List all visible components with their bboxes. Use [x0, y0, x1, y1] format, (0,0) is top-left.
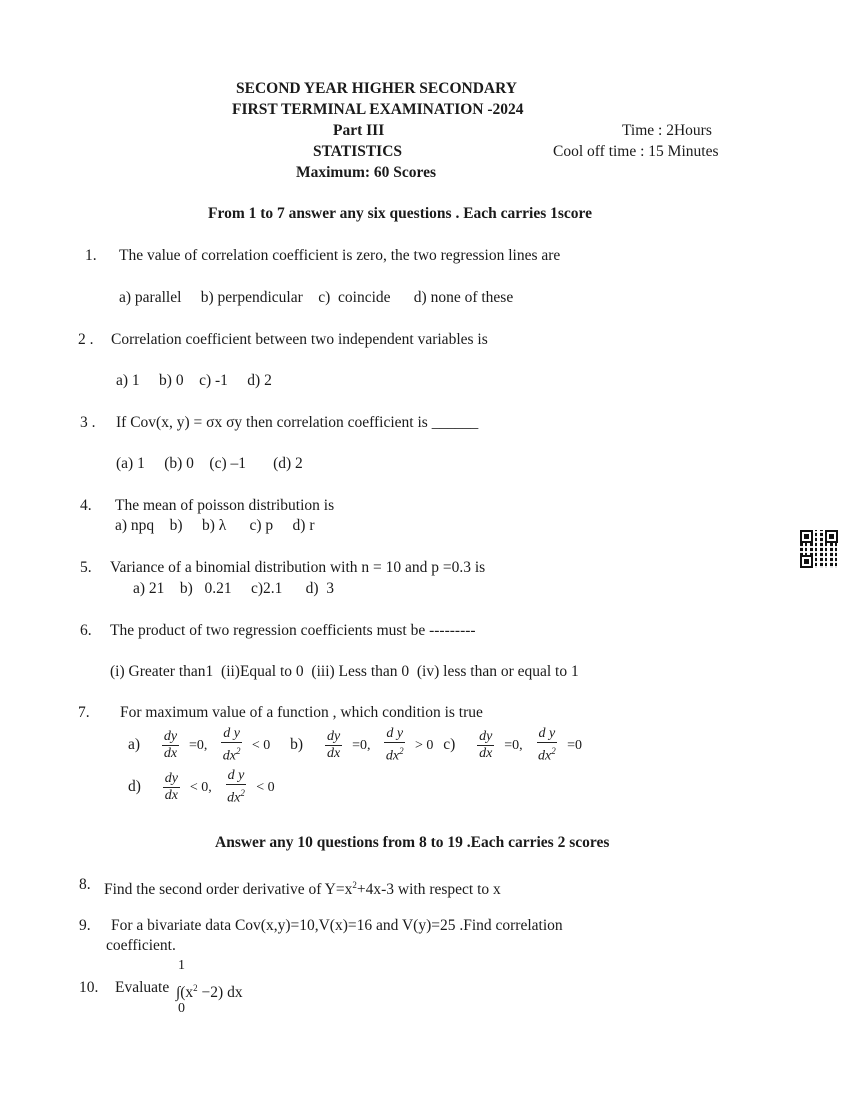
fraction-d2y-dx2: $\frac{\text{d y}}{dx^2}$: [385, 726, 404, 764]
fraction-dy-dx: $\frac{dy}{dx}$: [164, 770, 179, 803]
question-options: a) 21 b) 0.21 c)2.1 d) 3: [133, 580, 335, 597]
question-text: If Cov(x, y) = σx σy then correlation coefficient is ______: [116, 414, 479, 431]
question-options: (i) Greater than1 (ii)Equal to 0 (iii) Less than 0 (iv) less than or equal to 1: [110, 663, 579, 680]
fraction-dy-dx: $\frac{dy}{dx}$: [479, 728, 493, 761]
question-options: a) npq b) b) λ c) p d) r: [115, 517, 315, 534]
part-label: Part III: [333, 122, 385, 139]
header-line2: FIRST TERMINAL EXAMINATION -2024: [232, 101, 524, 118]
header-line1: SECOND YEAR HIGHER SECONDARY: [236, 80, 517, 97]
question-number: 3 .: [80, 414, 96, 431]
question-number: 8.: [79, 876, 91, 893]
question-number: 4.: [80, 497, 92, 514]
integral-expression: $\int(x^2 -2)$ dx: [176, 983, 243, 1002]
question-number: 9.: [79, 917, 91, 934]
question-number: 6.: [80, 622, 92, 639]
question-options: (a) 1 (b) 0 (c) –1 (d) 2: [116, 455, 303, 472]
fraction-d2y-dx2: $\frac{\text{d y}}{dx^2}$: [222, 726, 241, 764]
question-number: 5.: [80, 559, 92, 576]
question-text: The value of correlation coefficient is zero, the two regression lines are: [119, 247, 561, 264]
option-label: b): [290, 736, 304, 753]
question-number: 10.: [79, 979, 99, 996]
option-label: a): [128, 736, 141, 753]
question-number: 7.: [78, 704, 90, 721]
question-number: 1.: [85, 247, 97, 264]
option-label: c): [443, 736, 456, 753]
question-text: For maximum value of a function , which condition is true: [120, 704, 483, 721]
question-options: a) 1 b) 0 c) -1 d) 2: [116, 372, 272, 389]
option-label: d): [128, 778, 141, 795]
question-text: Evaluate: [115, 979, 170, 996]
max-scores: Maximum: 60 Scores: [296, 164, 437, 181]
fraction-dy-dx: $\frac{dy}{dx}$: [326, 728, 341, 761]
option-row-abc: a) $\frac{dy}{dx}$ =0, $\frac{\text{d y}}{dx^2}$ < 0 b) $\frac{dy}{dx}$ =0, $\frac{\text{d y}}{dx^2}$ > 0 c) $\frac{dy}{dx}$ =0, $\frac{\text{d y}}{dx^2}$ =0: [128, 726, 583, 764]
question-text-continued: coefficient.: [106, 937, 176, 954]
question-text: The product of two regression coefficients must be ---------: [110, 622, 476, 639]
question-options: a) parallel b) perpendicular c) coincide d) none of these: [119, 289, 514, 306]
question-number: 2 .: [78, 331, 94, 348]
qr-code-icon: [800, 530, 838, 568]
cool-off-label: Cool off time : 15 Minutes: [553, 143, 719, 160]
integral-sign-icon: ∫: [176, 984, 181, 1002]
option-row-d: d) $\frac{dy}{dx}$ < 0, $\frac{\text{d y}}{dx^2}$ < 0: [128, 768, 275, 806]
fraction-dy-dx: $\frac{dy}{dx}$: [163, 728, 178, 761]
question-text: The mean of poisson distribution is: [115, 497, 335, 514]
subject-label: STATISTICS: [313, 143, 403, 160]
section1-heading: From 1 to 7 answer any six questions . Each carries 1score: [208, 205, 593, 222]
question-text: Find the second order derivative of $Y=x^2+4x-3$ with respect to x: [104, 880, 501, 899]
section2-heading: Answer any 10 questions from 8 to 19 .Each carries 2 scores: [215, 834, 610, 851]
integral-upper-limit: 1: [178, 958, 185, 973]
question-text: Correlation coefficient between two independent variables is: [111, 331, 488, 348]
time-label: Time : 2Hours: [622, 122, 712, 139]
fraction-d2y-dx2: $\frac{\text{d y}}{dx^2}$: [227, 768, 245, 806]
question-text: Variance of a binomial distribution with n = 10 and p =0.3 is: [110, 559, 486, 576]
question-text: For a bivariate data Cov(x,y)=10,V(x)=16 and V(y)=25 .Find correlation: [111, 917, 563, 934]
fraction-d2y-dx2: $\frac{\text{d y}}{dx^2}$: [538, 726, 556, 764]
integral-lower-limit: 0: [178, 1001, 185, 1016]
